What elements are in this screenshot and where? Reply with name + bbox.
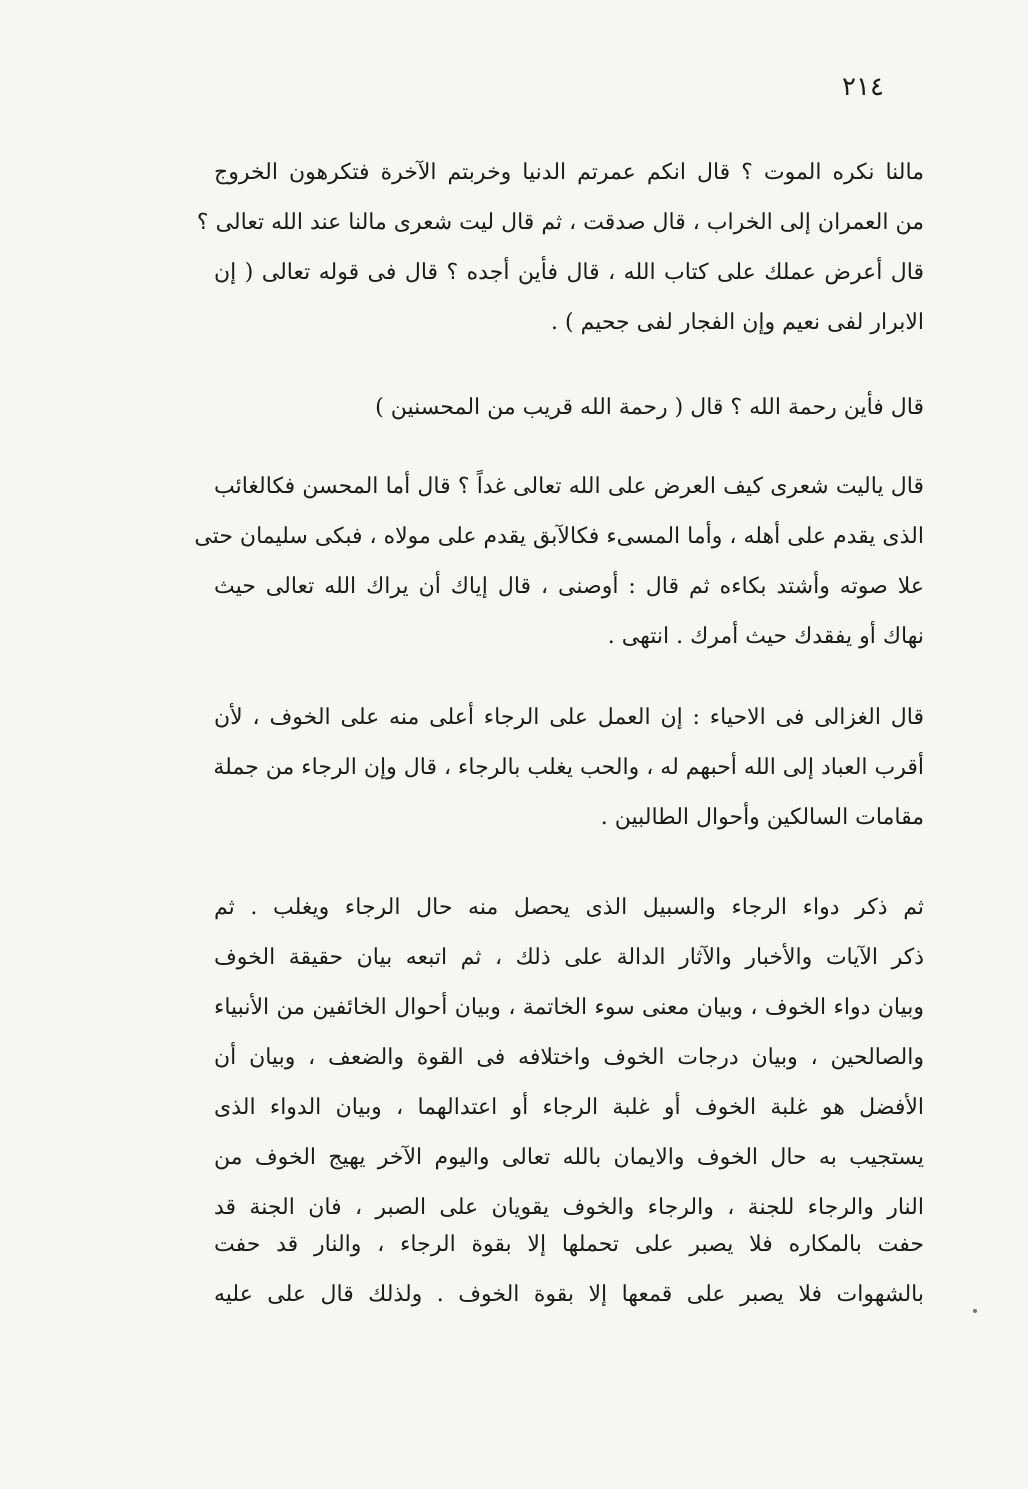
text-line: مقامات السالكين وأحوال الطالبين .	[600, 805, 924, 830]
paragraph-3	[194, 462, 924, 662]
text-line: والصالحين ، وبيان درجات الخوف واختلافه فى القوة والضعف ، وبيان أن	[214, 1045, 924, 1070]
text-line: قال ياليت شعرى كيف العرض على الله تعالى غداً ؟ قال أما المحسن فكالغائب	[214, 474, 924, 499]
text-line: علا صوته وأشتد بكاءه ثم قال : أوصنى ، قال إياك أن يراك الله تعالى حيث	[214, 574, 924, 599]
text-line: بالشهوات فلا يصبر على قمعها إلا بقوة الخوف . ولذلك قال على عليه	[214, 1282, 924, 1307]
paragraph-6	[214, 1220, 924, 1320]
paragraph-2	[375, 383, 924, 433]
paragraph-5	[214, 883, 924, 1233]
text-line: قال أعرض عملك على كتاب الله ، قال فأين أجده ؟ قال فى قوله تعالى ( إن	[214, 260, 924, 285]
page-number: ٢١٤	[842, 72, 884, 102]
text-line: ذكر الآيات والأخبار والآثار الدالة على ذلك ، ثم اتبعه بيان حقيقة الخوف	[214, 945, 924, 970]
text-line: ثم ذكر دواء الرجاء والسبيل الذى يحصل منه حال الرجاء ويغلب . ثم	[214, 895, 924, 920]
paragraph-4	[214, 693, 924, 843]
text-line: قال الغزالى فى الاحياء : إن العمل على الرجاء أعلى منه على الخوف ، لأن	[214, 705, 924, 730]
paragraph-1	[196, 148, 924, 348]
text-line: حفت بالمكاره فلا يصبر على تحملها إلا بقوة الرجاء ، والنار قد حفت	[214, 1232, 924, 1257]
text-line: الذى يقدم على أهله ، وأما المسىء فكالآبق يقدم على مولاه ، فبكى سليمان حتى	[194, 524, 924, 549]
text-line: أقرب العباد إلى الله أحبهم له ، والحب يغلب بالرجاء ، قال وإن الرجاء من جملة	[213, 755, 924, 780]
text-line: النار والرجاء للجنة ، والرجاء والخوف يقويان على الصبر ، فان الجنة قد	[214, 1195, 924, 1220]
text-line: وبيان دواء الخوف ، وبيان معنى سوء الخاتمة ، وبيان أحوال الخائفين من الأنبياء	[214, 995, 924, 1020]
text-line: الأفضل هو غلبة الخوف أو غلبة الرجاء أو اعتدالهما ، وبيان الدواء الذى	[214, 1095, 924, 1120]
text-line: الابرار لفى نعيم وإن الفجار لفى جحيم ) .	[551, 310, 924, 335]
text-line: يستجيب به حال الخوف والايمان بالله تعالى واليوم الآخر يهيج الخوف من	[214, 1145, 924, 1170]
scan-speck	[973, 1309, 977, 1313]
text-line: نهاك أو يفقدك حيث أمرك . انتهى .	[607, 624, 924, 649]
text-line: قال فأين رحمة الله ؟ قال ( رحمة الله قريب من المحسنين )	[375, 395, 924, 420]
text-line: مالنا نكره الموت ؟ قال انكم عمرتم الدنيا وخربتم الآخرة فتكرهون الخروج	[214, 160, 924, 185]
text-line: من العمران إلى الخراب ، قال صدقت ، ثم قال ليت شعرى مالنا عند الله تعالى ؟	[196, 210, 924, 235]
